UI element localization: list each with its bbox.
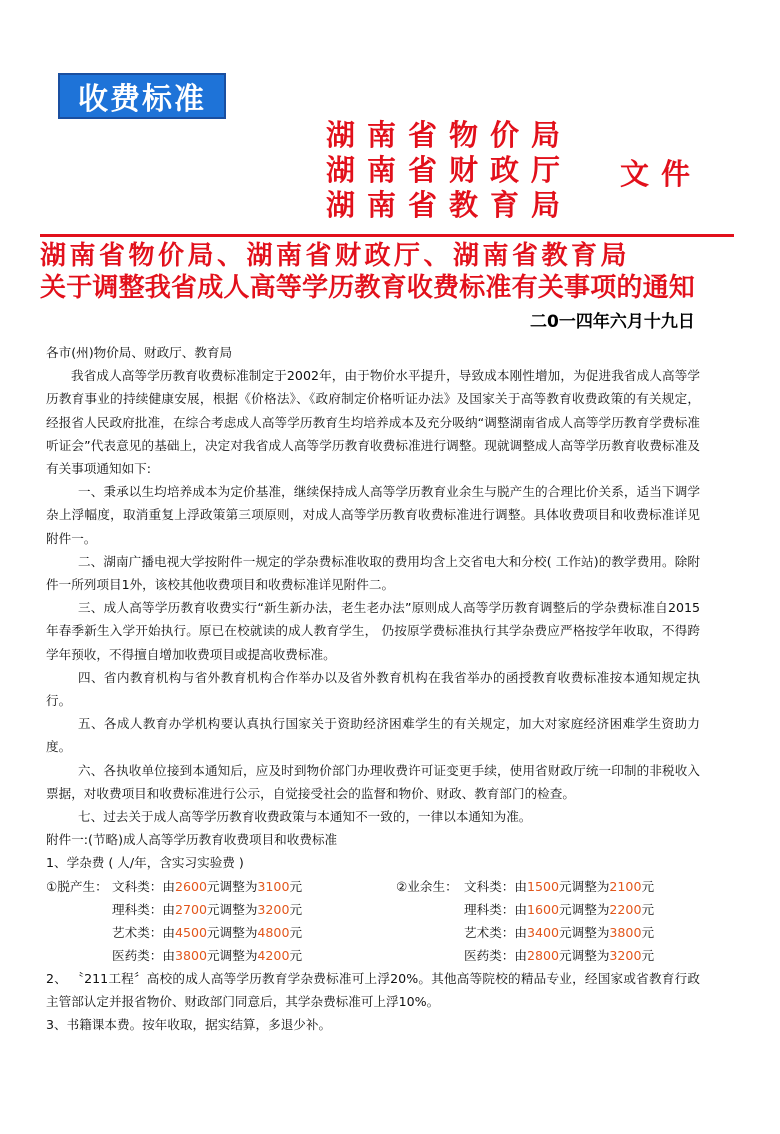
item-4: 四、省内教育机构与省外教育机构合作举办以及省外教育机构在我省举办的函授教育收费标准按本通知规定执行。	[46, 669, 700, 709]
fee-right-row: 理科类：由1600元调整为2200元	[464, 901, 655, 917]
note-211-project: 2、 〝211工程〞高校的成人高等学历教育学杂费标准可上浮20%。其他高等院校的精品专业，经国家或省教育行政主管部认定并报省物价、财政部门同意后，其学杂费标准可上浮10%。	[46, 970, 700, 1009]
red-divider	[40, 234, 734, 237]
item-1: 一、秉承以生均培养成本为定价基准，继续保持成人高等学历教育业余生与脱产生的合理比价关系，适当下调学杂上浮幅度，取消重复上浮政策第三项原则，对成人高等学历教育收费标准进行调整。具体收费项目和收费标准详见附件一。	[46, 484, 700, 546]
note-textbook-fee: 3、书籍课本费。按年收取，据实结算，多退少补。	[46, 1017, 332, 1033]
fee-right-row: 医药类：由2800元调整为3200元	[464, 947, 655, 963]
fee-left-row: 医药类：由3800元调整为4200元	[112, 947, 303, 963]
fee-heading: 1、学杂费 ( 人/年，含实习实验费 )	[46, 855, 244, 871]
org-education-bureau: 湖南省教育局	[326, 188, 573, 222]
fee-right-row: 文科类：由1500元调整为2100元	[464, 878, 655, 894]
notice-body	[46, 341, 700, 1036]
item-7: 七、过去关于成人高等学历教育收费政策与本通知不一致的，一律以本通知为准。	[78, 809, 532, 825]
title-line-2: 关于调整我省成人高等学历教育收费标准有关事项的通知	[40, 273, 696, 303]
attachment-title: 附件一:(节略)成人高等学历教育收费项目和收费标准	[46, 832, 338, 848]
item-3: 三、成人高等学历教育收费实行“新生新办法，老生老办法”原则成人高等学历教育调整后的学杂费标准自2015年春季新生入学开始执行。原已在校就读的成人教育学生， 仍按原学费标准执行其学杂费应严格按学年收取，不得跨学年预收，不得擅自增加收费项目或提高收费标准。	[46, 600, 700, 662]
issue-date: 二0一四年六月十九日	[530, 312, 695, 332]
fee-left-row: 文科类：由2600元调整为3100元	[112, 878, 303, 894]
issuing-organizations	[326, 118, 572, 223]
fee-left-row: 理科类：由2700元调整为3200元	[112, 901, 303, 917]
fee-right-label: ②业余生：	[396, 878, 458, 894]
intro-paragraph: 我省成人高等学历教育收费标准制定于2002年，由于物价水平提升，导致成本刚性增加，为促进我省成人高等学历教育事业的持续健康安展，根据《价格法》、《政府制定价格听证办法》及国家关于高等教育收费政策的有关规定，经报省人民政府批准，在综合考虑成人高等学历教育生均培养成本及充分吸纳“调整湖南省成人高等学历教育学费标准听证会”代表意见的基础上，决定对我省成人高等学历教育收费标准进行调整。现就调整成人高等学历教育收费标准及有关事项通知如下:	[46, 368, 700, 477]
org-price-bureau: 湖南省物价局	[326, 118, 573, 152]
fee-left-label: ①脱产生：	[46, 878, 108, 894]
notice-title	[40, 240, 740, 304]
salutation: 各市(州)物价局、财政厅、教育局	[46, 345, 233, 360]
org-finance-department: 湖南省财政厅	[326, 153, 573, 187]
title-line-1: 湖南省物价局、湖南省财政厅、湖南省教育局	[40, 241, 631, 271]
fee-right-row: 艺术类：由3400元调整为3800元	[464, 924, 655, 940]
item-5: 五、各成人教育办学机构要认真执行国家关于资助经济困难学生的有关规定，加大对家庭经济困难学生资助力度。	[46, 716, 700, 755]
item-6: 六、各执收单位接到本通知后，应及时到物价部门办理收费许可证变更手续，使用省财政厅统一印制的非税收入票据，对收费项目和收费标准进行公示，自觉接受社会的监督和物价、财政、教育部门的检查。	[46, 762, 700, 801]
item-2: 二、湖南广播电视大学按附件一规定的学杂费标准收取的费用均含上交省电大和分校( 工作站)的教学费用。除附件一所列项目1外，该校其他收费项目和收费标准详见附件二。	[46, 553, 700, 593]
fee-left-row: 艺术类：由4500元调整为4800元	[112, 924, 303, 940]
fee-standard-badge: 收费标准	[58, 73, 226, 119]
fee-table	[46, 875, 700, 967]
document-label: 文件	[620, 157, 703, 191]
